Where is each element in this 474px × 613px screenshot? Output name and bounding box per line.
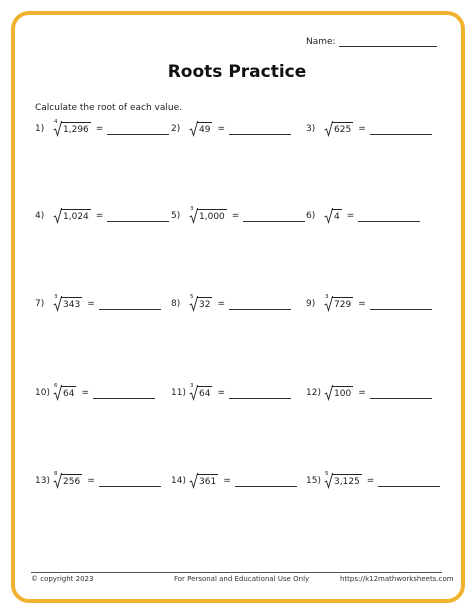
radicand: 1,296: [61, 122, 91, 137]
instructions: Calculate the root of each value.: [35, 103, 182, 113]
problem-12: [306, 384, 446, 402]
radicand: 1,024: [61, 209, 91, 224]
equals-sign: =: [87, 299, 95, 309]
radical-sign: [189, 121, 212, 137]
equals-sign: =: [217, 124, 225, 134]
radical-sign: [324, 296, 353, 312]
problem-number: 7): [35, 299, 45, 309]
radical-sign: [189, 385, 212, 401]
problem-number: 15): [306, 476, 321, 486]
problem-number: 8): [171, 299, 181, 309]
root-index: 6: [54, 383, 58, 389]
problem-2: [171, 120, 311, 138]
radical-sign: [324, 385, 353, 401]
problem-number: 4): [35, 211, 45, 221]
radicand: 729: [332, 297, 353, 312]
problem-number: 9): [306, 299, 316, 309]
equals-sign: =: [358, 388, 366, 398]
problem-14: [171, 472, 311, 490]
problem-8: [171, 295, 311, 313]
name-field: [306, 37, 437, 47]
root-index: 5: [190, 294, 194, 300]
answer-blank[interactable]: [370, 299, 432, 310]
root-index: 3: [54, 294, 58, 300]
footer-divider: [31, 572, 442, 573]
radical-sign: [53, 208, 91, 224]
equals-sign: =: [358, 299, 366, 309]
problem-7: [35, 295, 175, 313]
problem-number: 2): [171, 124, 181, 134]
equals-sign: =: [366, 476, 375, 486]
problem-number: 14): [171, 476, 186, 486]
radical-sign: [53, 385, 76, 401]
answer-blank[interactable]: [229, 299, 291, 310]
root-index: 3: [190, 383, 194, 389]
radicand: 361: [197, 474, 218, 489]
equals-sign: =: [223, 476, 231, 486]
problem-9: [306, 295, 446, 313]
radicand: 3,125: [332, 474, 362, 489]
equals-sign: =: [81, 388, 89, 398]
radical-sign: [324, 473, 362, 489]
root-index: 4: [54, 119, 58, 125]
problem-1: [35, 120, 175, 138]
root-index: 3: [190, 206, 194, 212]
equals-sign: =: [95, 211, 104, 221]
answer-blank[interactable]: [99, 299, 161, 310]
answer-blank[interactable]: [107, 124, 169, 135]
radical-sign: [189, 296, 212, 312]
radical-sign: [53, 296, 82, 312]
radical-sign: [189, 208, 227, 224]
equals-sign: =: [87, 476, 95, 486]
answer-blank[interactable]: [93, 388, 155, 399]
answer-blank[interactable]: [229, 388, 291, 399]
answer-blank[interactable]: [99, 476, 161, 487]
answer-blank[interactable]: [235, 476, 297, 487]
answer-blank[interactable]: [370, 124, 432, 135]
equals-sign: =: [346, 211, 355, 221]
equals-sign: =: [217, 299, 225, 309]
radicand: 64: [61, 386, 76, 401]
problem-number: 1): [35, 124, 45, 134]
problem-13: [35, 472, 175, 490]
radical-sign: [189, 473, 218, 489]
problem-3: [306, 120, 446, 138]
root-index: 3: [325, 294, 329, 300]
radicand: 256: [61, 474, 82, 489]
problem-number: 5): [171, 211, 181, 221]
answer-blank[interactable]: [243, 211, 305, 222]
radicand: 343: [61, 297, 82, 312]
problem-4: [35, 207, 175, 225]
answer-blank[interactable]: [370, 388, 432, 399]
problem-number: 13): [35, 476, 50, 486]
problem-6: [306, 207, 446, 225]
equals-sign: =: [217, 388, 225, 398]
equals-sign: =: [95, 124, 104, 134]
radicand: 1,000: [197, 209, 227, 224]
radicand: 4: [332, 209, 342, 224]
radical-sign: [53, 473, 82, 489]
problem-11: [171, 384, 311, 402]
problem-number: 3): [306, 124, 316, 134]
radical-sign: [324, 208, 342, 224]
answer-blank[interactable]: [378, 476, 440, 487]
answer-blank[interactable]: [358, 211, 420, 222]
problem-15: [306, 472, 446, 490]
radical-sign: [324, 121, 353, 137]
problem-number: 10): [35, 388, 50, 398]
name-blank[interactable]: [339, 37, 437, 47]
answer-blank[interactable]: [229, 124, 291, 135]
footer-usage: For Personal and Educational Use Only: [174, 575, 310, 583]
radicand: 100: [332, 386, 353, 401]
problem-number: 11): [171, 388, 186, 398]
problem-number: 6): [306, 211, 316, 221]
problem-number: 12): [306, 388, 321, 398]
equals-sign: =: [231, 211, 240, 221]
radical-sign: [53, 121, 91, 137]
root-index: 8: [54, 471, 58, 477]
radicand: 49: [197, 122, 212, 137]
radicand: 625: [332, 122, 353, 137]
equals-sign: =: [358, 124, 366, 134]
root-index: 5: [325, 471, 329, 477]
problem-10: [35, 384, 175, 402]
page-title: Roots Practice: [167, 62, 307, 82]
name-label: Name:: [306, 37, 336, 47]
answer-blank[interactable]: [107, 211, 169, 222]
footer-url[interactable]: https://k12mathworksheets.com: [340, 575, 454, 583]
radicand: 64: [197, 386, 212, 401]
footer-copyright: © copyright 2023: [31, 575, 94, 583]
problem-5: [171, 207, 311, 225]
radicand: 32: [197, 297, 212, 312]
